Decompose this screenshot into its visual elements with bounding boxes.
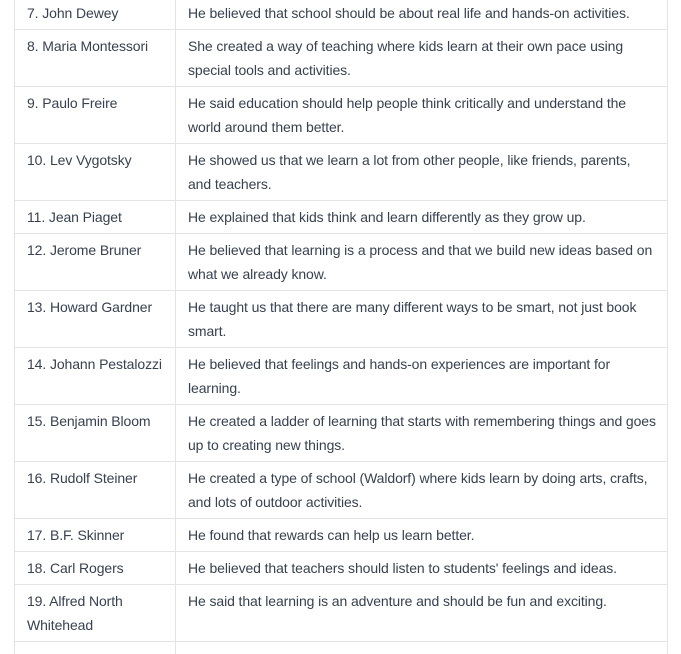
table-row <box>15 30 668 87</box>
educator-name-cell: 12. Jerome Bruner <box>15 234 176 291</box>
educator-name-cell: 8. Maria Montessori <box>15 30 176 87</box>
table-row <box>15 87 668 144</box>
educator-description-cell: He believed that teachers should listen to students' feelings and ideas. <box>176 552 668 585</box>
educator-description-cell: He said that learning is an adventure and should be fun and exciting. <box>176 585 668 642</box>
empty-cell <box>15 642 176 654</box>
table-row <box>15 519 668 552</box>
educator-description-cell: He believed that feelings and hands-on experiences are important for learning. <box>176 348 668 405</box>
table-row <box>15 291 668 348</box>
educator-name-cell: 9. Paulo Freire <box>15 87 176 144</box>
educator-name-cell: 16. Rudolf Steiner <box>15 462 176 519</box>
educator-name-cell: 14. Johann Pestalozzi <box>15 348 176 405</box>
table-row <box>15 552 668 585</box>
educator-description-cell: She created a way of teaching where kids learn at their own pace using special tools and activities. <box>176 30 668 87</box>
educators-table <box>14 0 668 654</box>
table-row <box>15 348 668 405</box>
table-row <box>15 462 668 519</box>
table-row <box>15 234 668 291</box>
educator-description-cell: He showed us that we learn a lot from other people, like friends, parents, and teachers. <box>176 144 668 201</box>
empty-cell <box>176 642 668 654</box>
educator-description-cell: He explained that kids think and learn differently as they grow up. <box>176 201 668 234</box>
table-row <box>15 201 668 234</box>
educator-description-cell: He created a type of school (Waldorf) where kids learn by doing arts, crafts, and lots of outdoor activities. <box>176 462 668 519</box>
educator-name-cell: 17. B.F. Skinner <box>15 519 176 552</box>
table-row-partial <box>15 642 668 654</box>
educator-description-cell: He taught us that there are many different ways to be smart, not just book smart. <box>176 291 668 348</box>
educator-name-cell: 15. Benjamin Bloom <box>15 405 176 462</box>
educator-description-cell: He said education should help people think critically and understand the world around them better. <box>176 87 668 144</box>
educator-name-cell: 11. Jean Piaget <box>15 201 176 234</box>
table-row <box>15 144 668 201</box>
table-row <box>15 585 668 642</box>
table-row <box>15 405 668 462</box>
educator-name-cell: 18. Carl Rogers <box>15 552 176 585</box>
educator-description-cell: He believed that learning is a process and that we build new ideas based on what we already know. <box>176 234 668 291</box>
educator-description-cell: He believed that school should be about real life and hands-on activities. <box>176 0 668 30</box>
educator-description-cell: He found that rewards can help us learn better. <box>176 519 668 552</box>
educator-description-cell: He created a ladder of learning that starts with remembering things and goes up to creating new things. <box>176 405 668 462</box>
educator-name-cell: 10. Lev Vygotsky <box>15 144 176 201</box>
table-row <box>15 0 668 30</box>
educator-name-cell: 7. John Dewey <box>15 0 176 30</box>
educator-name-cell: 13. Howard Gardner <box>15 291 176 348</box>
educator-name-cell: 19. Alfred North Whitehead <box>15 585 176 642</box>
